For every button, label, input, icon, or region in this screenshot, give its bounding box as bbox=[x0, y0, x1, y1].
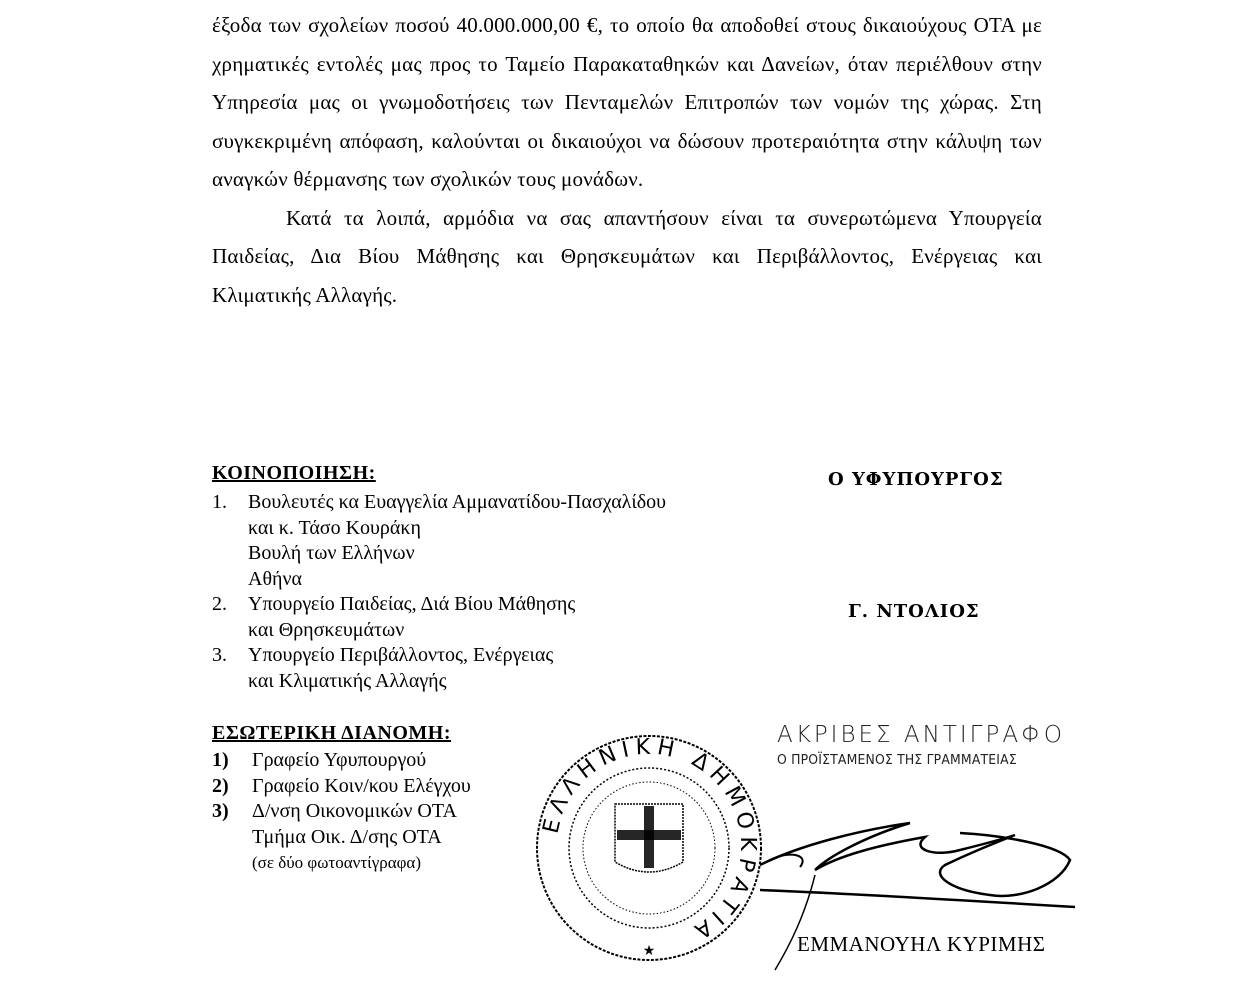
exact-copy-label: ΑΚΡΙΒΕΣ ΑΝΤΙΓΡΑΦΟ bbox=[777, 722, 1065, 748]
svg-text:ΕΛΛΗΝΙΚΗ ΔΗΜΟΚΡΑΤΙΑ: ΕΛΛΗΝΙΚΗ ΔΗΜΟΚΡΑΤΙΑ bbox=[538, 734, 761, 947]
exact-copy-stamp bbox=[777, 722, 1065, 768]
cc-list bbox=[212, 490, 666, 694]
body-text bbox=[212, 6, 1042, 314]
item-line: Δ/νση Οικονομικών ΟΤΑ bbox=[252, 800, 457, 822]
internal-distribution-list bbox=[212, 748, 471, 876]
item-number: 1. bbox=[212, 491, 227, 513]
item-line: και κ. Τάσο Κουράκη bbox=[248, 516, 421, 539]
copy-certifier-name: ΕΜΜΑΝΟΥΗΛ ΚΥΡΙΜΗΣ bbox=[797, 932, 1046, 956]
item-number: 1) bbox=[212, 749, 229, 771]
item-line: Υπουργείο Παιδείας, Διά Βίου Μάθησης bbox=[248, 593, 576, 615]
item-line: Αθήνα bbox=[248, 567, 303, 590]
internal-list-item bbox=[212, 799, 471, 876]
item-number: 3) bbox=[212, 800, 229, 822]
item-line: και Κλιματικής Αλλαγής bbox=[248, 669, 447, 692]
internal-list-item bbox=[212, 748, 471, 774]
internal-list-item bbox=[212, 774, 471, 800]
item-number: 2. bbox=[212, 593, 227, 615]
signer-title: Ο ΥΦΥΠΟΥΡΓΟΣ bbox=[828, 469, 1004, 490]
internal-distribution-heading: ΕΣΩΤΕΡΙΚΗ ΔΙΑΝΟΜΗ: bbox=[212, 722, 451, 744]
handwritten-signature-icon bbox=[760, 805, 1090, 985]
paragraph-1: έξοδα των σχολείων ποσού 40.000.000,00 €, το οποίο θα αποδοθεί στους δικαιούχους ΟΤΑ με χρηματικές εντολές μας προς το Ταμείο Παρακαταθηκών και Δανείων, όταν περιέλθουν στην Υπηρεσία μας οι γνωμοδοτήσεις των Πενταμελών Επιτροπών των νομών της χώρας. Στη συγκεκριμένη απόφαση, καλούνται οι δικαιούχοι να δώσουν προτεραιότητα στην κάλυψη των αναγκών θέρμανσης των σχολικών τους μονάδων. bbox=[212, 13, 1042, 191]
item-line: Βουλευτές κα Ευαγγελία Αμμανατίδου-Πασχαλίδου bbox=[248, 491, 667, 513]
item-note: (σε δύο φωτοαντίγραφα) bbox=[252, 853, 422, 872]
item-line: Τμήμα Οικ. Δ/σης ΟΤΑ bbox=[252, 825, 442, 848]
cc-heading: ΚΟΙΝΟΠΟΙΗΣΗ: bbox=[212, 462, 376, 484]
official-seal-icon bbox=[532, 722, 767, 972]
paragraph-2: Κατά τα λοιπά, αρμόδια να σας απαντήσουν είναι τα συνερωτώμενα Υπουργεία Παιδείας, Δια Βίου Μάθησης και Θρησκευμάτων και Περιβάλλοντος, Ενέργειας και Κλιματικής Αλλαγής. bbox=[212, 205, 1042, 307]
svg-text:★: ★ bbox=[642, 944, 656, 959]
secretariat-head-label: Ο ΠΡΟΪΣΤΑΜΕΝΟΣ ΤΗΣ ΓΡΑΜΜΑΤΕΙΑΣ bbox=[777, 752, 1017, 768]
item-line: και Θρησκευμάτων bbox=[248, 618, 405, 641]
cc-list-item bbox=[212, 592, 666, 643]
cc-list-item bbox=[212, 490, 666, 592]
item-line: Υπουργείο Περιβάλλοντος, Ενέργειας bbox=[248, 644, 554, 666]
item-line: Γραφείο Υφυπουργού bbox=[252, 749, 427, 771]
item-number: 2) bbox=[212, 774, 229, 797]
item-line: Γραφείο Κοιν/κου Ελέγχου bbox=[252, 774, 471, 797]
signer-name: Γ. ΝΤΟΛΙΟΣ bbox=[848, 601, 980, 622]
item-line: Βουλή των Ελλήνων bbox=[248, 542, 415, 564]
item-number: 3. bbox=[212, 644, 227, 666]
cc-list-item bbox=[212, 643, 666, 694]
